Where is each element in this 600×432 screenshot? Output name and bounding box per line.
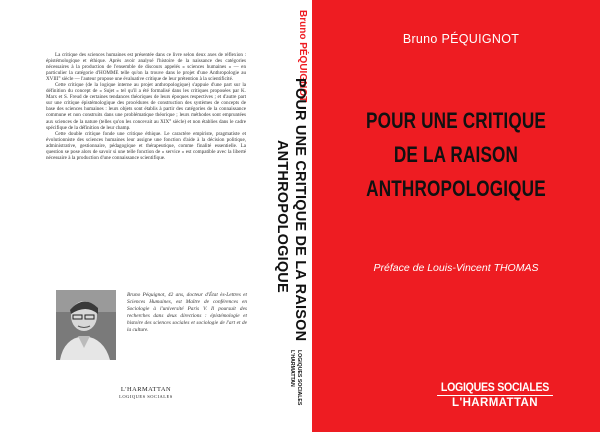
back-publisher-name: L'HARMATTAN bbox=[120, 386, 172, 393]
spine-title-line-1: POUR UNE CRITIQUE DE LA RAISON bbox=[292, 78, 308, 342]
back-cover bbox=[0, 0, 268, 432]
blurb-paragraph-2: Cette critique (de la logique interne au projet anthropologique) s'appuie d'une part sur la définition du concept de « Sujet » tel qu'il a été formalisé dans les critiques proposées par K. Marx et S. Freud de certaines tendances théoriques de leurs époques respectives ; et d'autre part sur une critique épistémologique des procédures de construction des systèmes de concepts de base des sciences humaines : leurs objets sont établis à partir des catégories de la connaissance commune et non construits dans une problématique théorique ; leurs méthodes sont empruntées aux sciences de la nature (telles qu'on les concevait au XIX° siècle) et non établies dans le cadre spécifique de la définition de leur champ. bbox=[46, 82, 246, 131]
front-title-line-2: DE LA RAISON bbox=[393, 142, 519, 167]
publisher-logo bbox=[432, 382, 558, 410]
spine-title-line-2: ANTHROPOLOGIQUE bbox=[274, 140, 290, 293]
back-series-name: LOGIQUES SOCIALES bbox=[119, 394, 173, 399]
spine-series-name: LOGIQUES SOCIALES bbox=[296, 350, 302, 406]
back-cover-blurb bbox=[46, 52, 246, 161]
spine-title bbox=[268, 78, 312, 342]
series-logo-text: LOGIQUES SOCIALES bbox=[437, 382, 553, 396]
front-title bbox=[344, 104, 569, 206]
blurb-paragraph-3: Cette double critique fonde une critique éthique. Le caractère empiriste, pragmatiste et évolutionniste des sciences humaines leur assigne une fonction d'aide à la décision politique, administrative, gestionnaire, pédagogique et thérapeutique, comme finalité essentielle. La question se pose alors de savoir si une telle fonction de « service » est compatible avec la liberté nécessaire à la production d'une connaissance scientifique. bbox=[46, 130, 246, 161]
front-title-line-3: ANTHROPOLOGIQUE bbox=[366, 176, 546, 201]
front-preface: Préface de Louis-Vincent THOMAS bbox=[373, 262, 539, 274]
spine-series-imprint bbox=[276, 350, 306, 425]
front-cover bbox=[312, 0, 600, 432]
blurb-paragraph-1: La critique des sciences humaines est présentée dans ce livre selon deux axes de réflexion : épistémologique et éthique. Après avoir analysé l'histoire de la naissance des catégories nécessaires à la production de l'ensemble de discours appelés « sciences humaines » — en particulier la catégorie d'HOMME telle qu'on la trouve dans le projet d'une Anthropologie au XVIII° siècle — l'auteur propose une évaluative critique de leur prétention à la scientificité. bbox=[46, 52, 246, 83]
spine-publisher-name: L'HARMATTAN bbox=[289, 350, 295, 387]
back-publisher-imprint bbox=[86, 386, 206, 399]
author-bio: Bruno Péquignot, 42 ans, docteur d'État ès-Lettres et Sciences Humaines, est Maître de conférences en Sociologie à l'université Paris V. Il poursuit des recherches dans deux directions : épistémologie et histoire des sciences sociales et sociologie de l'art et de la culture. bbox=[127, 292, 247, 333]
front-title-line-1: POUR UNE CRITIQUE bbox=[366, 108, 546, 133]
author-photo bbox=[56, 290, 116, 360]
publisher-logo-text: L'HARMATTAN bbox=[452, 397, 538, 409]
spine-author-text: Bruno PÉQUIGNOT bbox=[297, 10, 308, 103]
front-author: Bruno PÉQUIGNOT bbox=[402, 32, 520, 46]
author-portrait-image bbox=[56, 290, 116, 360]
book-spine bbox=[268, 0, 312, 432]
